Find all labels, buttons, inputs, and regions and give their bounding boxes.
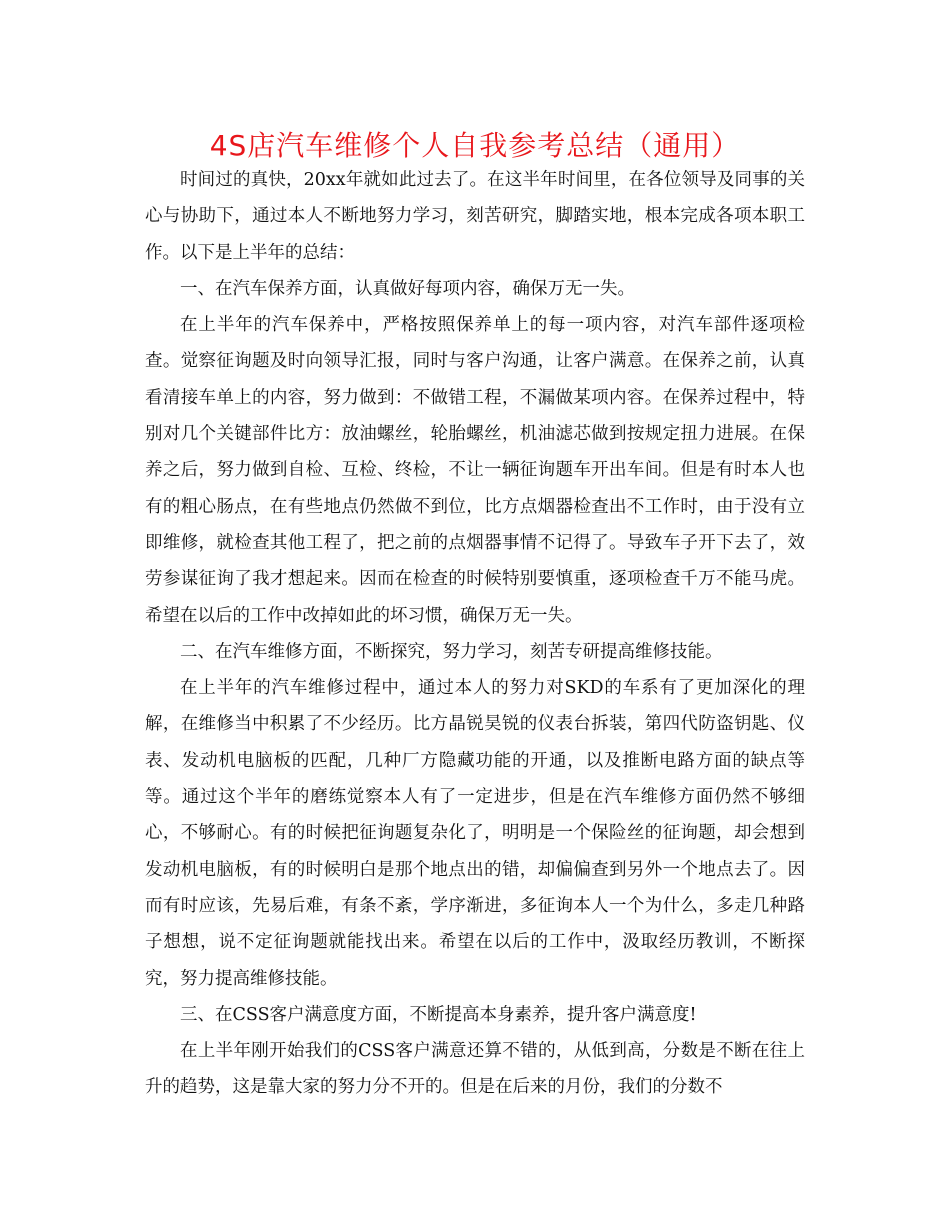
document-title: 4S店汽车维修个人自我参考总结（通用） [209,129,741,162]
section-heading-css: 三、在CSS客户满意度方面，不断提高本身素养，提升客户满意度! [180,1004,697,1025]
section-heading-maintenance: 一、在汽车保养方面，认真做好每项内容，确保万无一失。 [180,278,635,299]
css-paragraph: 在上半年刚开始我们的CSS客户满意还算不错的，从低到高，分数是不断在往上升的趋势，这是靠大家的努力分不开的。但是在后来的月份，我们的分数不 [145,1041,805,1098]
section-heading-repair: 二、在汽车维修方面，不断探究，努力学习，刻苦专研提高维修技能。 [180,641,723,662]
repair-paragraph: 在上半年的汽车维修过程中，通过本人的努力对SKD的车系有了更加深化的理解，在维修当中积累了不少经历。比方晶锐昊锐的仪表台拆装，第四代防盗钥匙、仪表、发动机电脑板的匹配，几种厂方隐藏功能的开通，以及推断电路方面的缺点等等。通过这个半年的磨练觉察本人有了一定进步，但是在汽车维修方面仍然不够细心，不够耐心。有的时候把征询题复杂化了，明明是一个保险丝的征询题，却会想到发动机电脑板，有的时候明白是那个地点出的错，却偏偏查到另外一个地点去了。因而有时应该，先易后难，有条不紊，学序渐进，多征询本人一个为什么，多走几种路子想想，说不定征询题就能找出来。希望在以后的工作中，汲取经历教训，不断探究，努力提高维修技能。 [145,678,805,989]
intro-paragraph: 时间过的真快，20xx年就如此过去了。在这半年时间里，在各位领导及同事的关心与协助下，通过本人不断地努力学习，刻苦研究，脚踏实地，根本完成各项本职工作。以下是上半年的总结： [145,170,805,263]
document-body [145,162,805,1106]
maintenance-paragraph: 在上半年的汽车保养中，严格按照保养单上的每一项内容，对汽车部件逐项检查。觉察征询题及时向领导汇报，同时与客户沟通，让客户满意。在保养之前，认真看清接车单上的内容，努力做到：不做错工程，不漏做某项内容。在保养过程中，特别对几个关键部件比方：放油螺丝，轮胎螺丝，机油滤芯做到按规定扭力进展。在保养之后，努力做到自检、互检、终检，不让一辆征询题车开出车间。但是有时本人也有的粗心肠点，在有些地点仍然做不到位，比方点烟器检查出不工作时，由于没有立即维修，就检查其他工程了，把之前的点烟器事情不记得了。导致车子开下去了，效劳参谋征询了我才想起来。因而在检查的时候特别要慎重，逐项检查千万不能马虎。希望在以后的工作中改掉如此的坏习惯，确保万无一失。 [145,315,805,626]
